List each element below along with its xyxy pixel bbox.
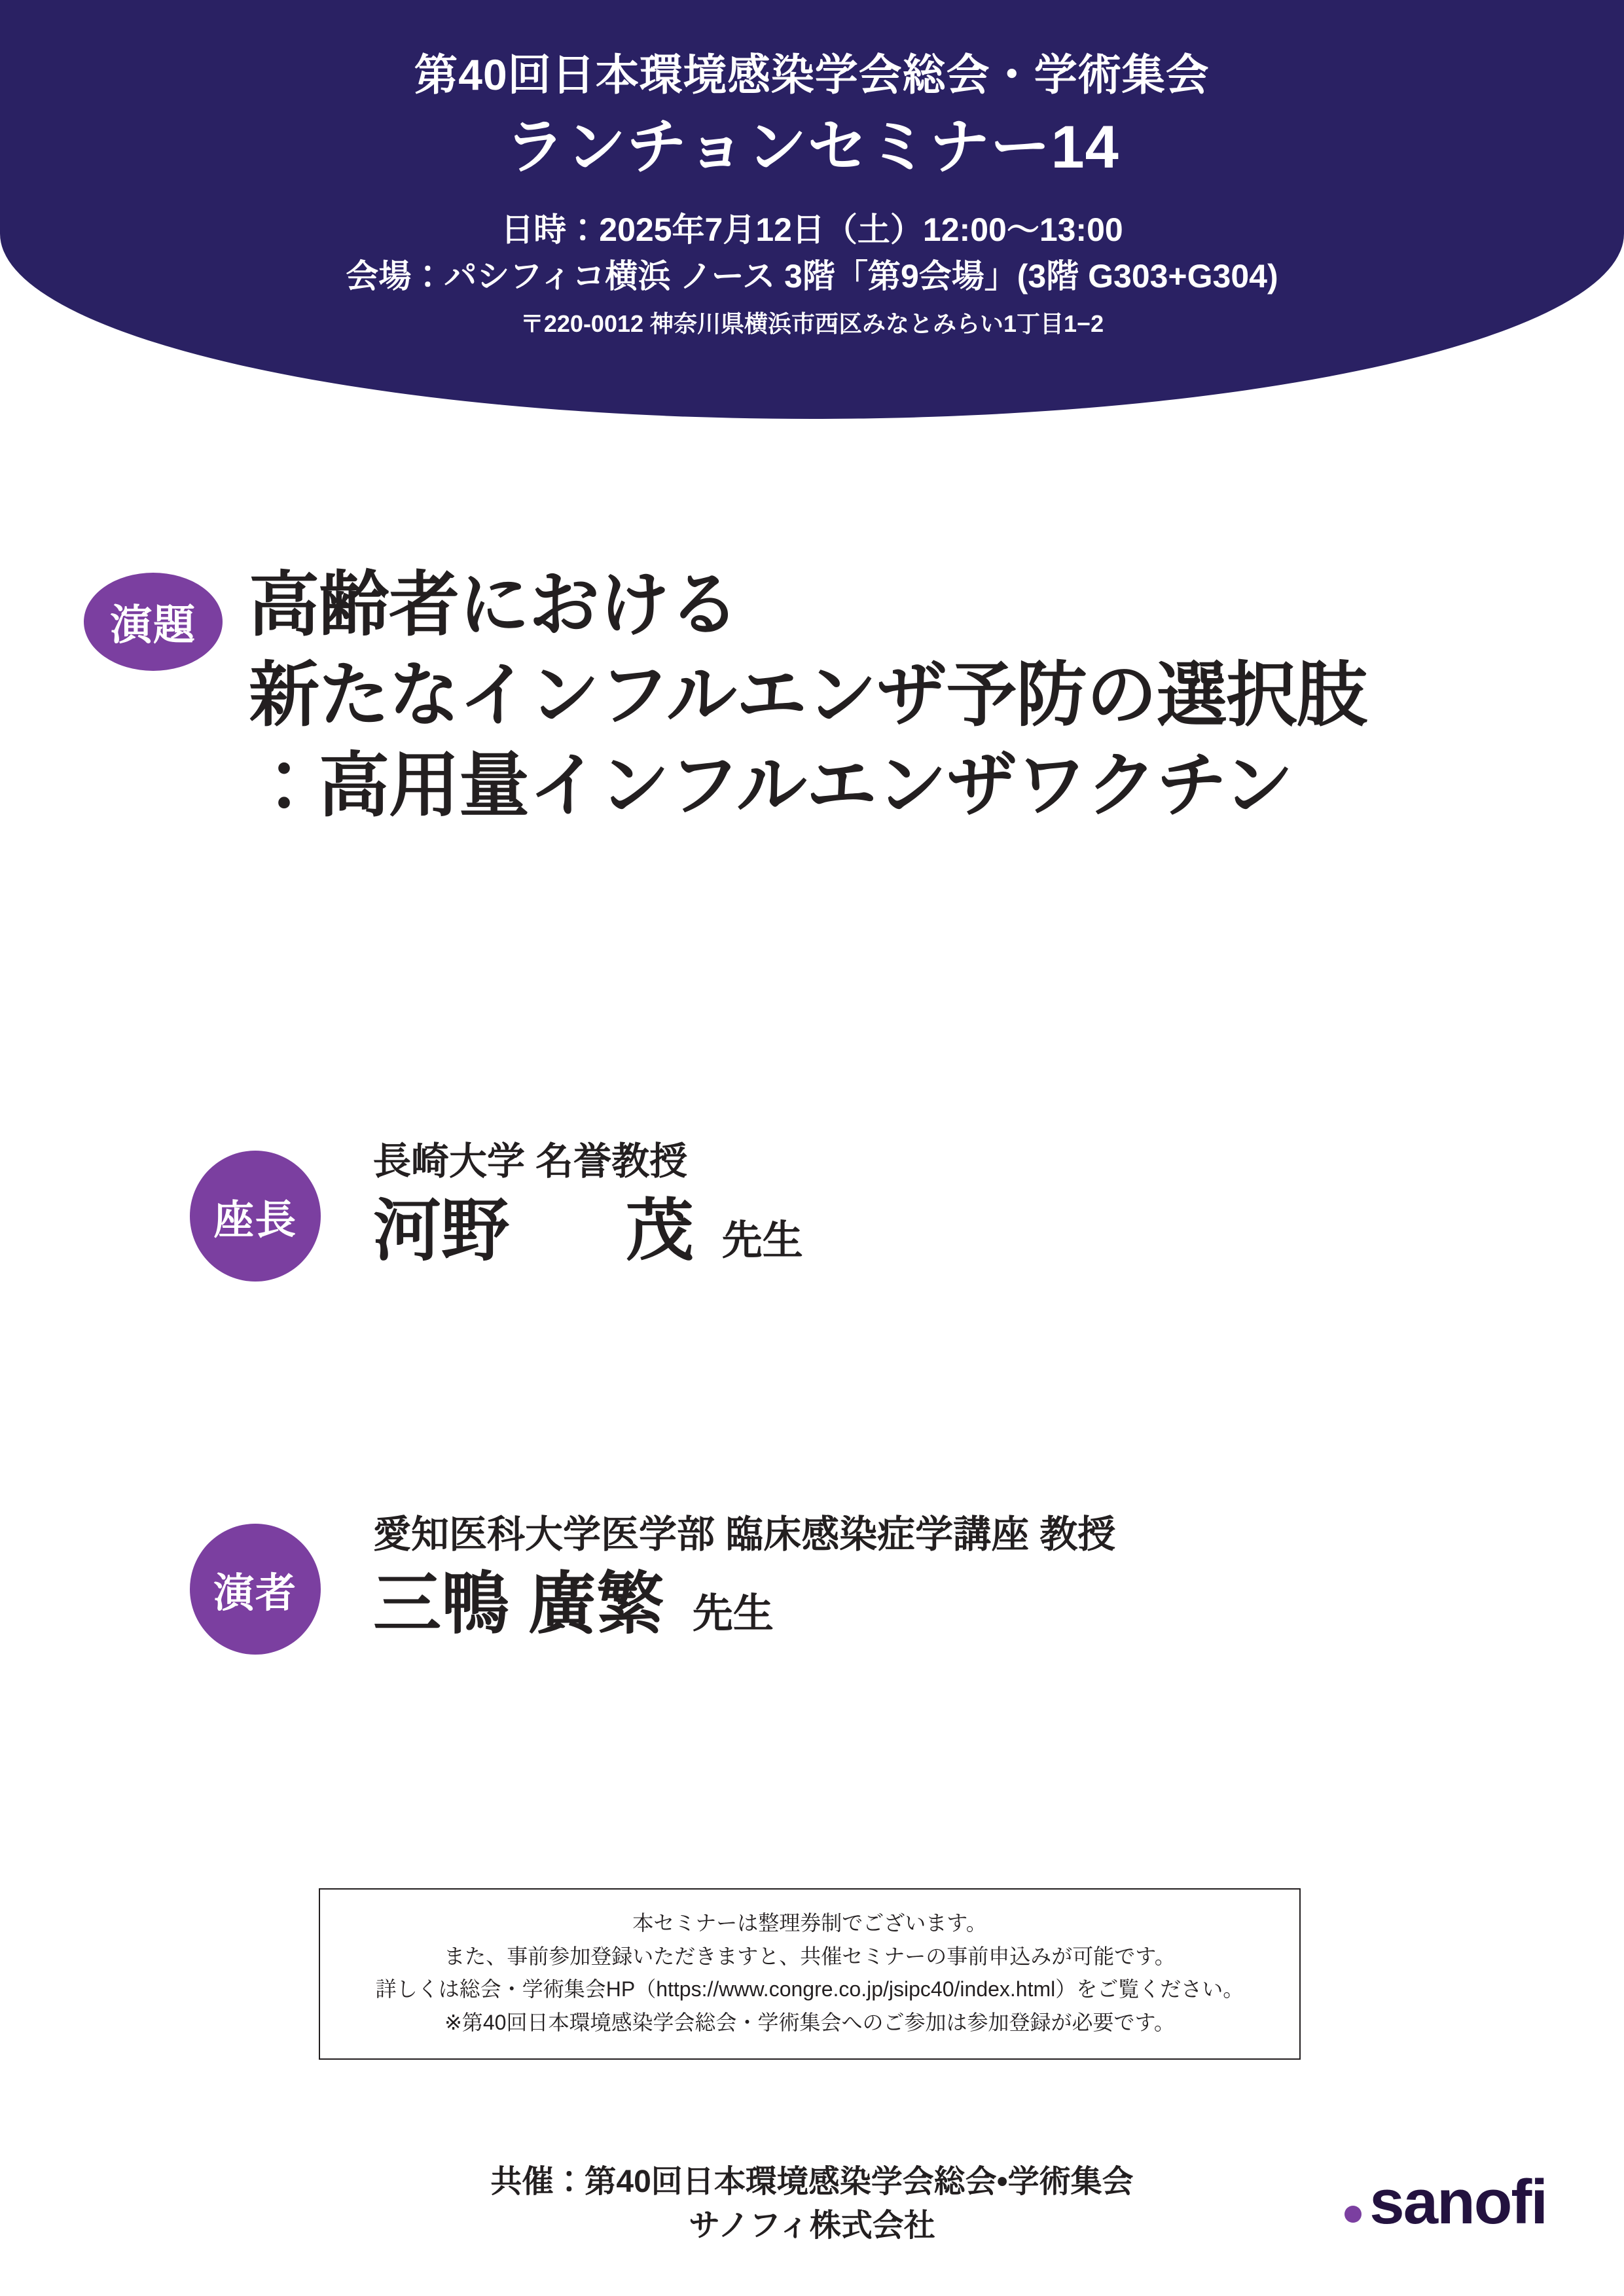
title-line-1: 高齢者における <box>249 565 740 644</box>
chair-name <box>373 1191 1585 1272</box>
event-address: 〒220-0012 神奈川県横浜市西区みなとみらい1丁目1−2 <box>520 310 1104 337</box>
chair-name-given: 茂 <box>625 1193 694 1269</box>
chair-name-surname: 河野 <box>373 1193 510 1269</box>
speaker-affiliation: 愛知医科大学医学部 臨床感染症学講座 教授 <box>373 1513 1116 1556</box>
notice-line-4: ※第40回日本環境感染学会総会・学術集会へのご参加は参加登録が必要です。 <box>444 2010 1175 2034</box>
topic-badge: 演題 <box>84 573 223 671</box>
event-datetime: 日時：2025年7月12日（土）12:00〜13:00 <box>501 211 1123 248</box>
chair-block <box>0 1139 1624 1271</box>
seminar-title: ランチョンセミナー14 <box>505 113 1119 181</box>
cohost-line-1: 共催：第40回日本環境感染学会総会•学術集会 <box>490 2164 1134 2199</box>
speaker-name-full: 三鴨 廣繁 <box>373 1566 664 1642</box>
header-banner <box>0 0 1624 419</box>
header-content <box>0 51 1624 340</box>
event-meta <box>0 207 1624 300</box>
presentation-title <box>249 560 1578 831</box>
chair-name-suffix: 先生 <box>721 1217 803 1263</box>
event-venue: 会場：パシフィコ横浜 ノース 3階「第9会場」(3階 G303+G304) <box>346 257 1278 295</box>
title-line-2: 新たなインフルエンザ予防の選択肢 <box>249 655 1367 735</box>
speaker-details <box>373 1512 1585 1644</box>
notice-line-2: また、事前参加登録いただきますと、共催セミナーの事前申込みが可能です。 <box>444 1944 1176 1968</box>
notice-line-3: 詳しくは総会・学術集会HP（https://www.congre.co.jp/jsipc40/index.html）をご覧ください。 <box>375 1977 1244 2001</box>
chair-badge: 座長 <box>190 1151 321 1282</box>
cohost-line-2: サノフィ株式会社 <box>689 2208 935 2244</box>
sanofi-wordmark: sanofi <box>1369 2167 1547 2237</box>
footer <box>0 2160 1624 2248</box>
speaker-badge: 演者 <box>190 1524 321 1655</box>
speaker-name-suffix: 先生 <box>692 1590 774 1636</box>
speaker-block <box>0 1512 1624 1644</box>
chair-affiliation: 長崎大学 名誉教授 <box>373 1140 688 1183</box>
presentation-title-block <box>0 560 1624 831</box>
notice-box <box>319 1888 1301 2060</box>
sanofi-dot-icon <box>1344 2206 1362 2223</box>
sanofi-logo <box>1344 2166 1547 2238</box>
congress-title: 第40回日本環境感染学会総会・学術集会 <box>414 50 1210 99</box>
title-line-3: ：高用量インフルエンザワクチン <box>249 745 1293 825</box>
speaker-name <box>373 1564 1585 1645</box>
chair-details <box>373 1139 1585 1271</box>
notice-line-1: 本セミナーは整理券制でございます。 <box>632 1911 987 1935</box>
